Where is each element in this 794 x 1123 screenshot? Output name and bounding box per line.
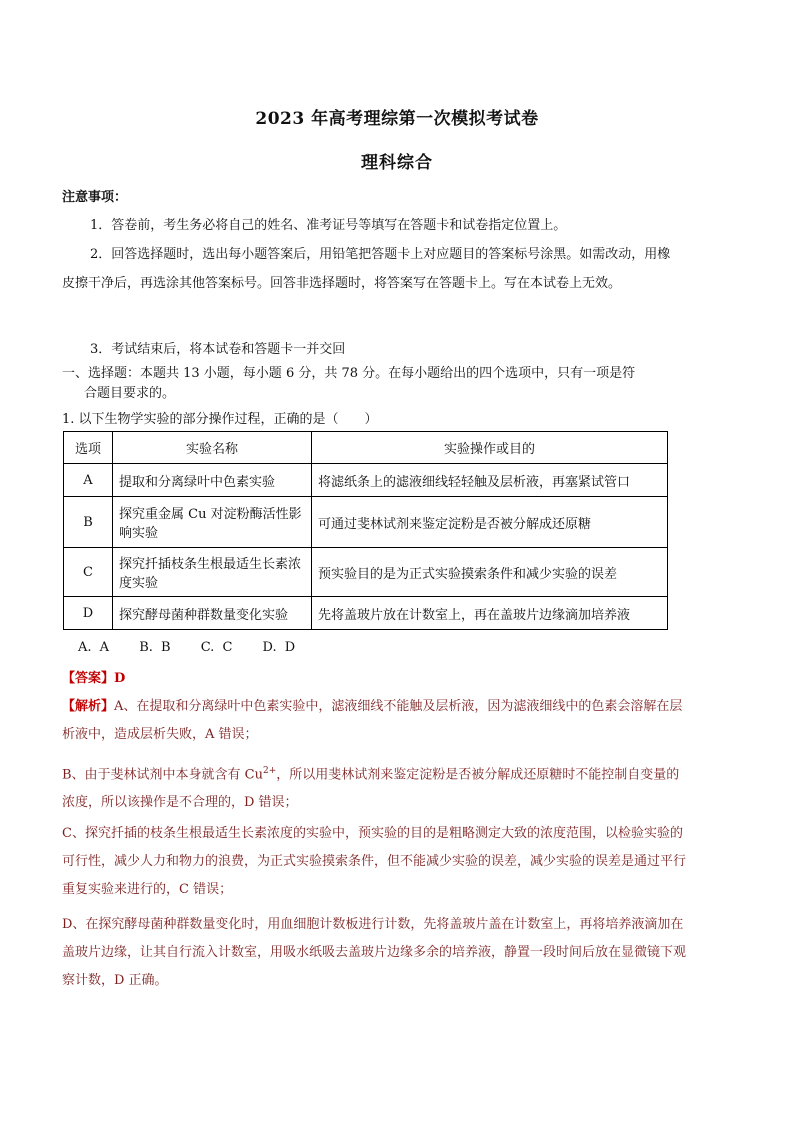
explanation-d: D、在探究酵母菌种群数量变化时，用血细胞计数板进行计数，先将盖玻片盖在计数室上，再将培养液滴加在盖玻片边缘，让其自行流入计数室，用吸水纸吸去盖玻片边缘多余的培养液，静置一段时间后放在显微镜下观察计数，D 正确。: [62, 917, 687, 988]
table-cell-name: 提取和分离绿叶中色素实验: [113, 464, 312, 497]
explanation-label: 【解析】: [62, 699, 115, 714]
table-cell-operation: 可通过斐林试剂来鉴定淀粉是否被分解成还原糖: [312, 497, 668, 548]
notice-item-3: 3．考试结束后，将本试卷和答题卡一并交回: [90, 342, 346, 357]
explanation-a: [62, 693, 686, 749]
table-cell-option: C: [64, 548, 113, 597]
page-subtitle: 理科综合: [361, 153, 433, 173]
notice-item-2: 2．回答选择题时，选出每小题答案后，用铅笔把答题卡上对应题目的答案标号涂黑。如需改动，用橡皮擦干净后，再选涂其他答案标号。回答非选择题时，将答案写在答题卡上。写在本试卷上无效。: [62, 247, 671, 291]
page-title: 2023 年高考理综第一次模拟考试卷: [255, 109, 539, 129]
answer-line: [62, 667, 125, 686]
notice-heading: 注意事项：: [62, 190, 128, 205]
table-header-row: [64, 432, 668, 464]
choice-d: D. D: [262, 640, 296, 655]
explanation-b: [62, 757, 686, 817]
table-cell-name: 探究扦插枝条生根最适生长素浓度实验: [113, 548, 312, 597]
table-cell-option: A: [64, 464, 113, 497]
table-cell-option: D: [64, 597, 113, 630]
choice-b: B. B: [139, 640, 171, 655]
table-row: [64, 548, 668, 597]
answer-label: 【答案】: [62, 671, 115, 686]
table-cell-operation: 将滤纸条上的滤液细线轻轻触及层析液，再塞紧试管口: [312, 464, 668, 497]
table-header-cell: 选项: [64, 432, 113, 464]
table-cell-operation: 先将盖玻片放在计数室上，再在盖玻片边缘滴加培养液: [312, 597, 668, 630]
answer-choices: [78, 640, 317, 655]
section-line-1: 一、选择题：本题共 13 小题，每小题 6 分，共 78 分。在每小题给出的四个选项中，只有一项是符: [62, 366, 636, 381]
explanation-b-superscript: 2+: [263, 766, 277, 776]
choice-c: C. C: [200, 640, 233, 655]
choice-a: A. A: [78, 640, 110, 655]
notice-item-1: 1．答卷前，考生务必将自己的姓名、准考证号等填写在答题卡和试卷指定位置上。: [90, 218, 567, 233]
table-cell-operation: 预实验目的是为正式实验摸索条件和减少实验的误差: [312, 548, 668, 597]
explanation-b-post: ，所以用斐林试剂来鉴定淀粉是否被分解成还原糖时不能控制自变量的浓度，所以该操作是不合理的，D 错误；: [62, 767, 680, 811]
table-header-cell: 实验名称: [113, 432, 312, 464]
explanation-c: C、探究扦插的枝条生根最适生长素浓度的实验中，预实验的目的是粗略测定大致的浓度范围，以检验实验的可行性，减少人力和物力的浪费，为正式实验摸索条件，但不能减少实验的误差，减少实验的误差是通过平行重复实验来进行的，C 错误；: [62, 826, 687, 897]
table-header-cell: 实验操作或目的: [312, 432, 668, 464]
table-cell-option: B: [64, 497, 113, 548]
section-line-2: 合题目要求的。: [84, 386, 176, 401]
question-stem: 1. 以下生物学实验的部分操作过程，正确的是（ ）: [62, 412, 378, 427]
explanation-b-pre: B、由于斐林试剂中本身就含有 Cu: [62, 767, 264, 783]
table-cell-name: 探究重金属 Cu 对淀粉酶活性影响实验: [113, 497, 312, 548]
table-row: [64, 497, 668, 548]
section-instruction: [62, 364, 682, 404]
explanation-a-text: A、在提取和分离绿叶中色素实验中，滤液细线不能触及层析液，因为滤液细线中的色素会溶解在层析液中，造成层析失败，A 错误；: [62, 699, 683, 742]
table-row: [64, 464, 668, 497]
answer-value: D: [114, 671, 126, 686]
options-table: [63, 431, 668, 630]
table-row: [64, 597, 668, 630]
table-cell-name: 探究酵母菌种群数量变化实验: [113, 597, 312, 630]
